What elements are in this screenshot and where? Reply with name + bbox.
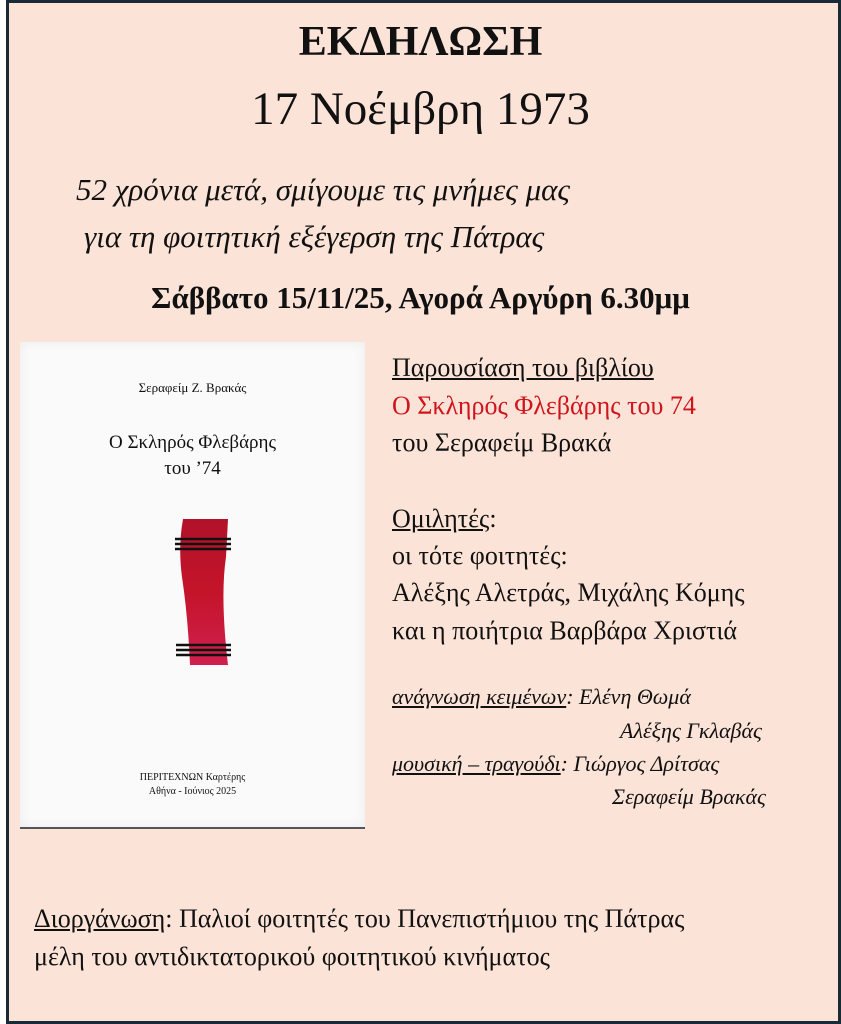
book-title: Ο Σκληρός Φλεβάρης του 74	[392, 391, 696, 420]
subtitle-line-1: 52 χρόνια μετά, σμίγουμε τις μνήμες μας	[76, 172, 570, 207]
event-anniversary-date: 17 Νοέμβρη 1973	[251, 83, 590, 135]
organizer-line-1: : Παλιοί φοιτητές του Πανεπιστήμιου της Πάτρας	[165, 904, 685, 933]
speakers-colon: :	[489, 504, 497, 533]
cover-author: Σεραφείμ Ζ. Βρακάς	[138, 380, 247, 395]
organizer-line-2: μέλη του αντιδικτατορικού φοιτητικού κινήματος	[34, 942, 550, 971]
book-author: του Σεραφείμ Βρακά	[392, 428, 612, 457]
event-date-location: Σάββατο 15/11/25, Αγορά Αργύρη 6.30μμ	[151, 280, 690, 315]
music-person-2: Σεραφείμ Βρακάς	[612, 784, 766, 809]
reading-person-1: : Ελένη Θωμά	[566, 684, 691, 709]
cover-title-line-1: Ο Σκληρός Φλεβάρης	[109, 432, 276, 453]
reading-person-2: Αλέξης Γκλαβάς	[620, 718, 762, 743]
organizer-label: Διοργάνωση	[34, 904, 166, 933]
reading-label: ανάγνωση κειμένων	[392, 684, 567, 709]
presentation-label: Παρουσίαση του βιβλίου	[392, 353, 654, 382]
speakers-intro: οι τότε φοιτητές:	[392, 541, 568, 570]
music-person-1: : Γιώργος Δρίτσας	[560, 751, 720, 776]
cover-place-date: Αθήνα - Ιούνιος 2025	[148, 786, 237, 797]
speakers-line-1: Αλέξης Αλετράς, Μιχάλης Κόμης	[392, 578, 745, 607]
event-title: ΕΚΔΗΛΩΣΗ	[298, 19, 543, 65]
subtitle-line-2: για τη φοιτητική εξέγερση της Πάτρας	[84, 219, 545, 254]
cover-publisher: ΠΕΡΙΤΕΧΝΩΝ Καρτέρης	[139, 772, 246, 783]
speakers-line-2: και η ποιήτρια Βαρβάρα Χριστιά	[392, 616, 738, 645]
cover-title-line-2: του ’74	[164, 458, 221, 479]
music-label: μουσική – τραγούδι	[392, 751, 561, 776]
speakers-label: Ομιλητές	[392, 504, 490, 533]
red-strip-artwork	[170, 517, 240, 667]
book-cover-image	[20, 342, 365, 829]
